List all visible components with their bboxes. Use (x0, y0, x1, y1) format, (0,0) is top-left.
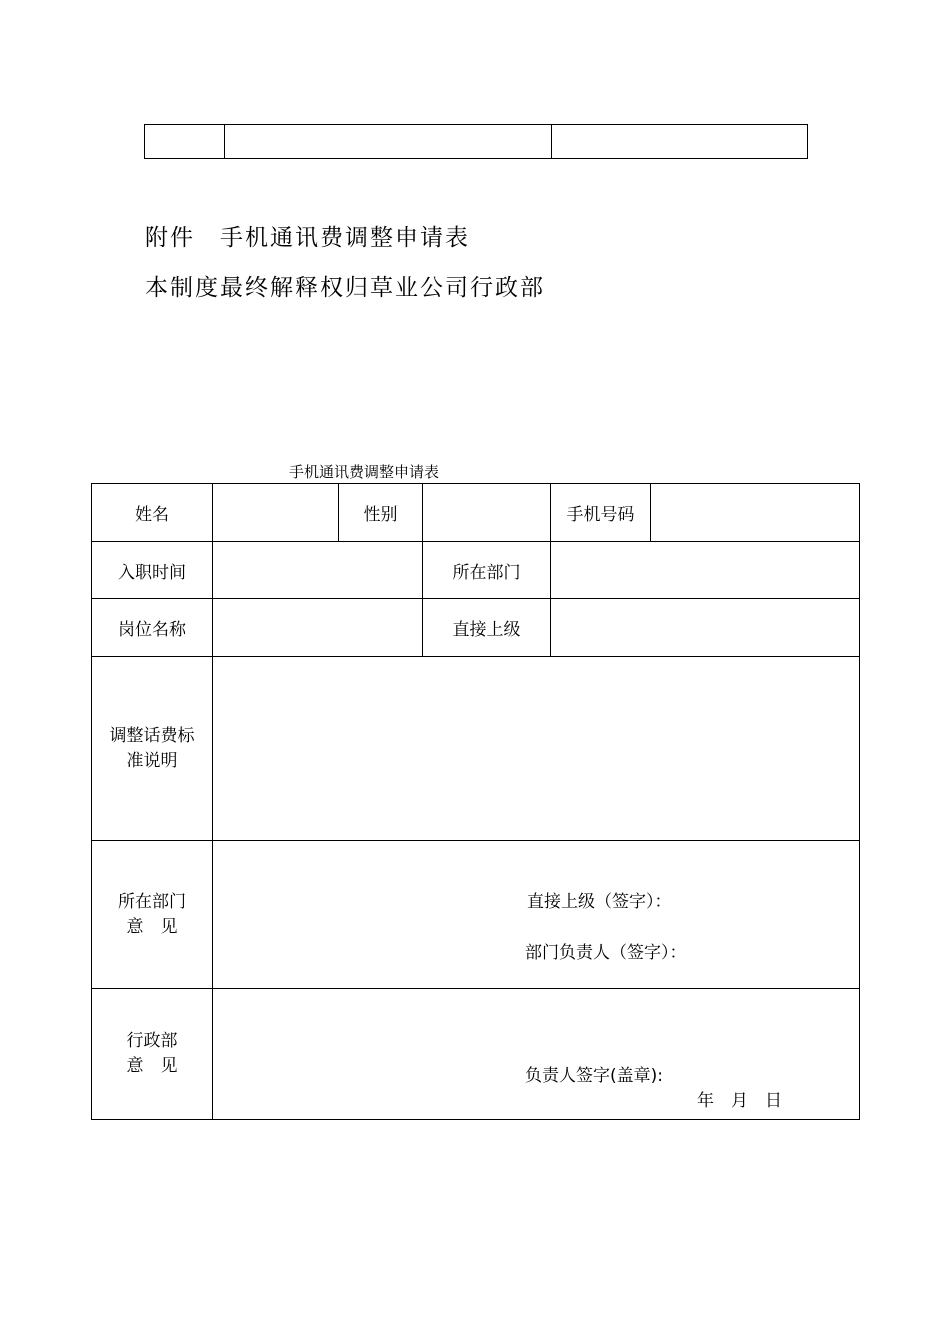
standard-description-field[interactable] (213, 657, 860, 841)
admin-opinion-line2: 意 见 (126, 1056, 178, 1076)
gender-field[interactable] (423, 484, 551, 542)
dept-opinion-label (92, 841, 213, 989)
phone-label: 手机号码 (551, 484, 651, 542)
supervisor-signature-label: 直接上级（签字）： (527, 892, 672, 912)
gender-label: 性别 (339, 484, 423, 542)
dept-opinion-line1: 所在部门 (118, 891, 186, 912)
date-label: 年 月 日 (697, 1091, 782, 1111)
admin-opinion-field[interactable] (213, 989, 860, 1120)
head-signature-label: 负责人签字(盖章): (525, 1066, 663, 1086)
name-field[interactable] (213, 484, 339, 542)
standard-label (92, 657, 213, 841)
join-date-label: 入职时间 (92, 542, 213, 599)
supervisor-field[interactable] (551, 599, 860, 657)
form-title: 手机通讯费调整申请表 (289, 463, 440, 481)
join-date-field[interactable] (213, 542, 423, 599)
standard-label-line2: 准说明 (126, 750, 178, 771)
top-table-cell[interactable] (145, 125, 225, 159)
position-field[interactable] (213, 599, 423, 657)
dept-opinion-line2: 意 见 (126, 916, 178, 937)
department-label: 所在部门 (423, 542, 551, 599)
top-empty-table (144, 124, 808, 159)
interpretation-statement: 本制度最终解释权归草业公司行政部 (145, 275, 545, 301)
top-table-cell[interactable] (552, 125, 808, 159)
admin-opinion-label (92, 989, 213, 1120)
name-label: 姓名 (92, 484, 213, 542)
supervisor-label: 直接上级 (423, 599, 551, 657)
dept-opinion-field[interactable] (213, 841, 860, 989)
standard-label-line1: 调整话费标 (109, 725, 195, 746)
admin-opinion-line1: 行政部 (126, 1031, 178, 1051)
top-table-cell[interactable] (225, 125, 552, 159)
attachment-heading: 附件 手机通讯费调整申请表 (145, 225, 470, 251)
position-label: 岗位名称 (92, 599, 213, 657)
application-form (91, 483, 860, 1120)
phone-field[interactable] (651, 484, 860, 542)
department-field[interactable] (551, 542, 860, 599)
dept-head-signature-label: 部门负责人（签字）： (525, 943, 687, 963)
